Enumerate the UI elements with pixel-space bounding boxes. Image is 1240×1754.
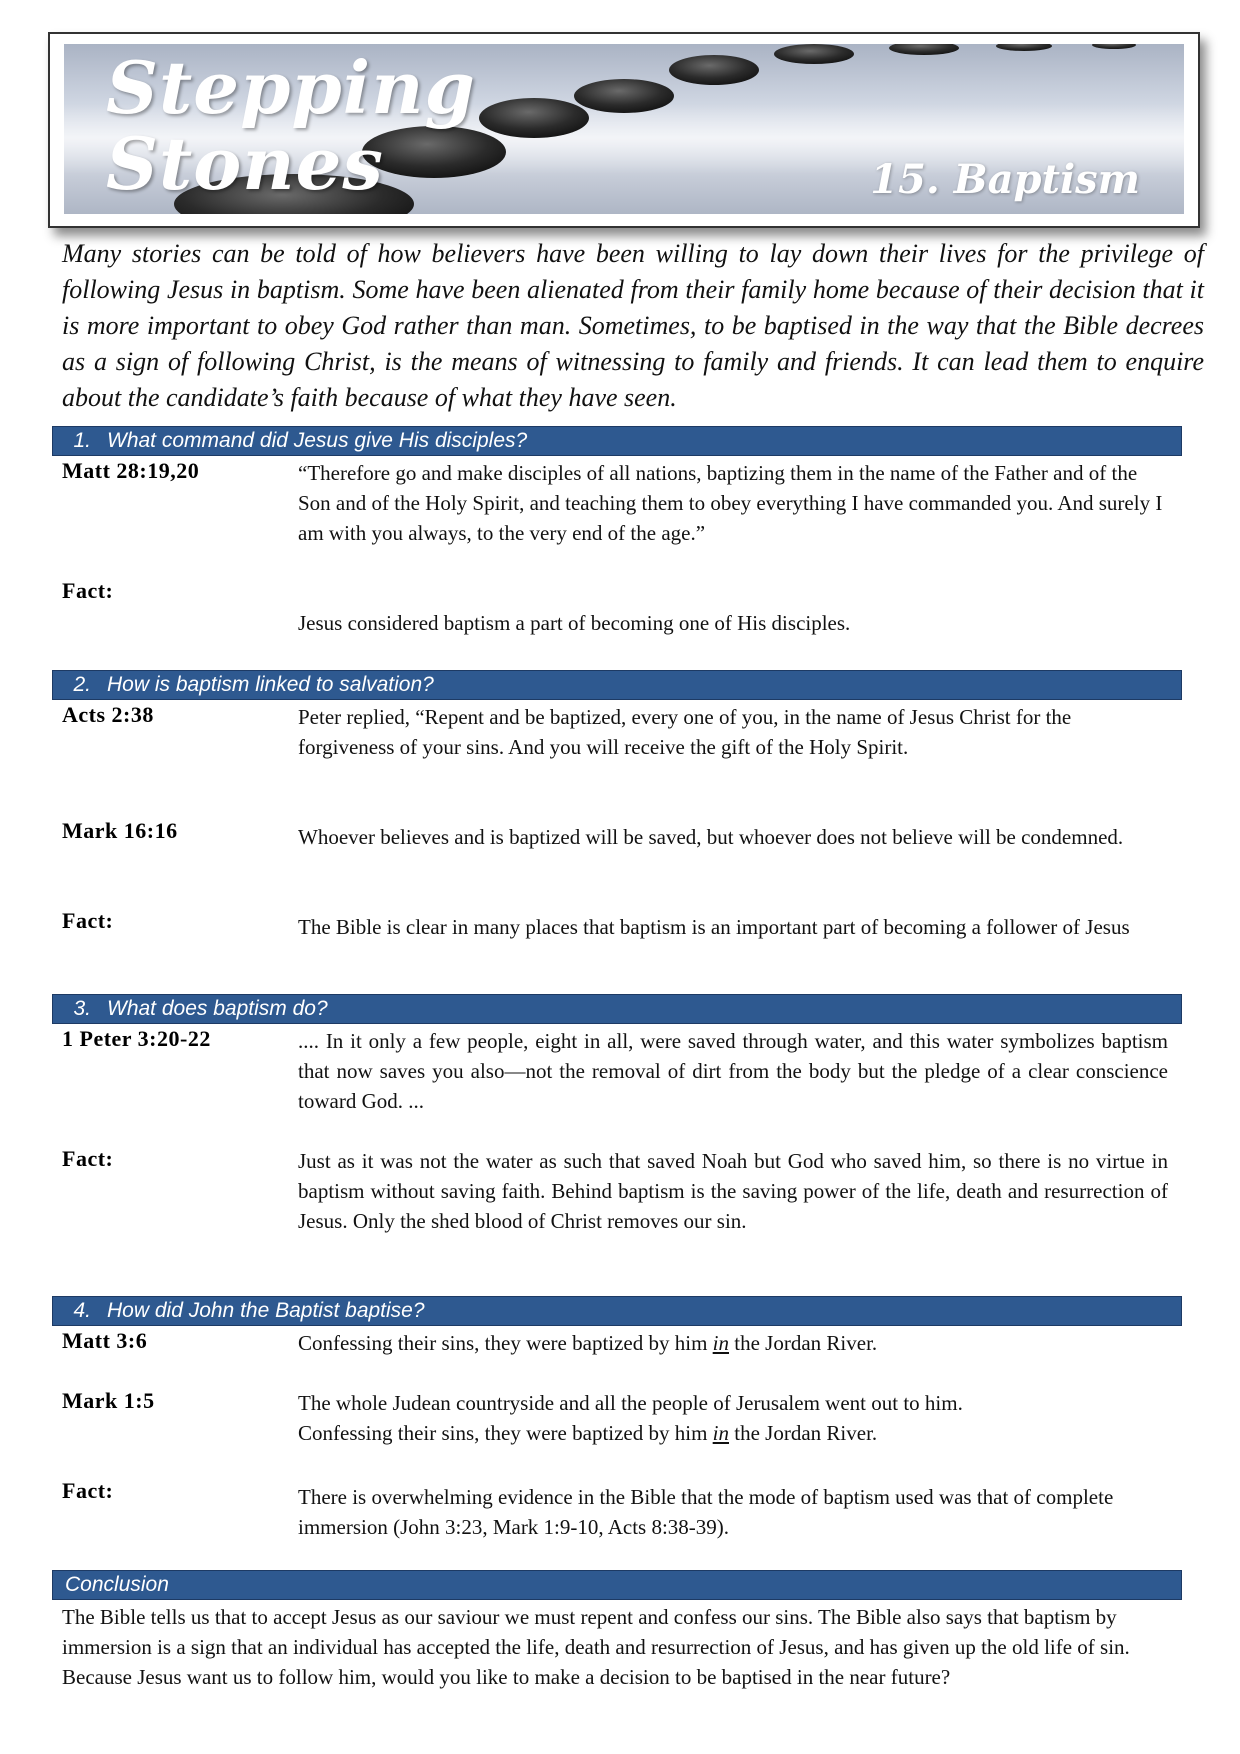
verse-reference: Matt 28:19,20 (62, 458, 200, 483)
intro-paragraph: Many stories can be told of how believers have been willing to lay down their lives for the privilege of following Jesus in baptism. Some have been alienated from their family home because of their decision that it is more important to obey God rather than man. Sometimes, to be baptised in the way that the Bible decrees as a sign of following Christ, is the means of witnessing to family and friends. It can lead them to enquire about the candidate’s faith because of what they have seen. (62, 239, 1204, 412)
verse-reference: Mark 16:16 (62, 818, 178, 843)
verse-reference: Mark 1:5 (62, 1388, 155, 1413)
section-heading: What does baptism do? (107, 997, 328, 1020)
section-heading: Conclusion (65, 1573, 169, 1596)
verse-text-line (298, 1418, 1168, 1448)
verse-text: .... In it only a few people, eight in all, were saved through water, and this water symbolizes baptism that now saves you also—not the removal of dirt from the body but the pledge of a clear conscience toward God. ... (298, 1029, 1168, 1113)
section-heading: What command did Jesus give His disciples? (107, 429, 528, 452)
banner-image (64, 44, 1184, 214)
fact-label: Fact: (62, 1146, 114, 1171)
section-4-header (52, 1296, 1182, 1326)
fact-text: Jesus considered baptism a part of becoming one of His disciples. (298, 611, 851, 635)
section-2-header (52, 670, 1182, 700)
fact-text: The Bible is clear in many places that baptism is an important part of becoming a follower of Jesus (298, 915, 1130, 939)
section-3-header (52, 994, 1182, 1024)
banner-title (106, 45, 476, 206)
section-heading: How is baptism linked to salvation? (107, 673, 434, 696)
verse-text: Peter replied, “Repent and be baptized, every one of you, in the name of Jesus Christ for the forgiveness of your sins. And you will receive the gift of the Holy Spirit. (298, 705, 1072, 759)
verse-reference: Matt 3:6 (62, 1328, 148, 1353)
verse-text-part: Confessing their sins, they were baptized by him (298, 1421, 713, 1445)
verse-text (298, 1388, 1168, 1448)
verse-text-part: Confessing their sins, they were baptized by him (298, 1331, 713, 1355)
section-heading: How did John the Baptist baptise? (107, 1299, 425, 1322)
banner-title-line-2: Stones (106, 121, 384, 206)
fact-text: There is overwhelming evidence in the Bible that the mode of baptism used was that of complete immersion (John 3:23, Mark 1:9-10, Acts 8:38-39). (298, 1485, 1114, 1539)
section-1-header (52, 426, 1182, 456)
emphasized-word: in (712, 1421, 730, 1445)
fact-label: Fact: (62, 1478, 114, 1503)
verse-text-line: The whole Judean countryside and all the people of Jerusalem went out to him. (298, 1391, 963, 1415)
emphasized-word: in (712, 1331, 730, 1355)
header-banner (48, 32, 1200, 228)
verse-text: “Therefore go and make disciples of all nations, baptizing them in the name of the Father and of the Son and of the Holy Spirit, and teaching them to obey everything I have commanded you. And surely I am with you always, to the very end of the age.” (298, 461, 1163, 545)
fact-label: Fact: (62, 578, 114, 603)
conclusion-header (52, 1570, 1182, 1600)
section-number: 3. (73, 997, 91, 1020)
verse-reference: 1 Peter 3:20-22 (62, 1026, 211, 1051)
section-number: 2. (73, 673, 91, 696)
conclusion-text: The Bible tells us that to accept Jesus as our saviour we must repent and confess our sins. The Bible also says that baptism by immersion is a sign that an individual has accepted the life, death and resurrection of Jesus, and has given up the old life of sin. Because Jesus want us to follow him, would you like to make a decision to be baptised in the near future? (62, 1605, 1130, 1689)
section-number: 4. (73, 1299, 91, 1322)
verse-text-part: the Jordan River. (729, 1421, 878, 1445)
verse-text (298, 1328, 1168, 1358)
banner-title-line-1: Stepping (106, 45, 476, 130)
verse-text: Whoever believes and is baptized will be saved, but whoever does not believe will be condemned. (298, 825, 1124, 849)
verse-reference: Acts 2:38 (62, 702, 154, 727)
fact-label: Fact: (62, 908, 114, 933)
fact-text: Just as it was not the water as such that saved Noah but God who saved him, so there is no virtue in baptism without saving faith. Behind baptism is the saving power of the life, death and resurrection of Jesus. Only the shed blood of Christ removes our sin. (298, 1149, 1168, 1233)
verse-text-part: the Jordan River. (729, 1331, 878, 1355)
banner-subtitle: 15. Baptism (870, 156, 1140, 203)
section-number: 1. (73, 429, 91, 452)
